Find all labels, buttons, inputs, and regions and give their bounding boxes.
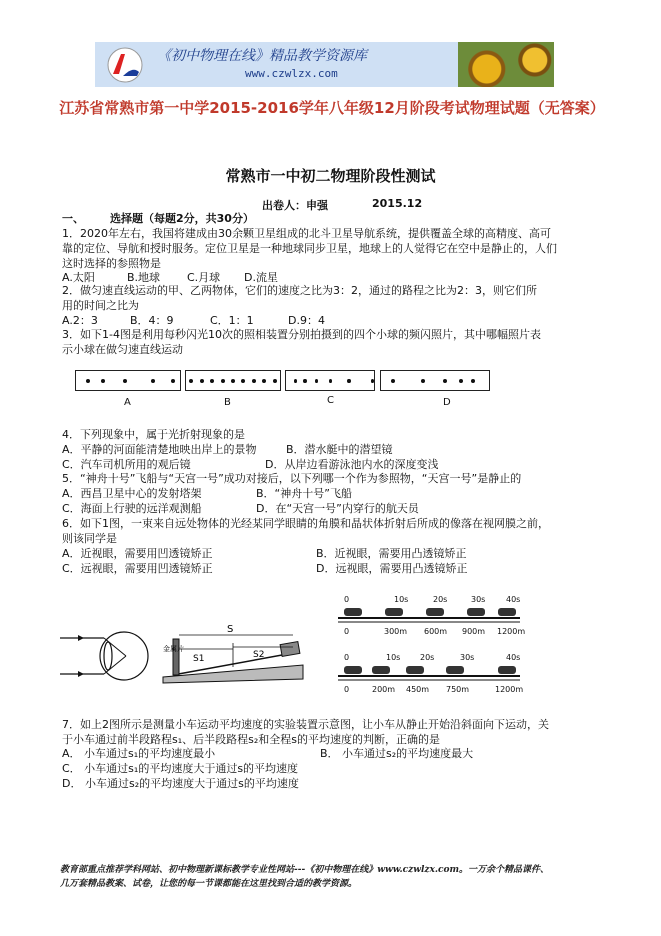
ball-dot <box>241 379 245 383</box>
eye-diagram <box>60 618 152 698</box>
label-s: S <box>227 624 234 635</box>
q6-option-c: C．远视眼，需要用凹透镜矫正 <box>62 562 213 575</box>
banner-url[interactable]: www.czwlzx.com <box>245 67 338 80</box>
paper-title: 常熟市一中初二物理阶段性测试 <box>225 167 436 185</box>
q2-option-a: A.2：3 <box>62 314 98 327</box>
ball-dot <box>231 379 235 383</box>
top-time-3: 30s <box>471 595 486 604</box>
ball-dot <box>303 379 306 383</box>
q1-line3: 这时选择的参照物是 <box>62 257 161 270</box>
q7-option-d: D． 小车通过s₂的平均速度大于通过s的平均速度 <box>62 777 299 790</box>
q2-line2: 用的时间之比为 <box>62 299 139 312</box>
strobe-photo-a <box>75 370 181 391</box>
metal-stop-label: 金属片 <box>163 645 184 653</box>
ball-dot <box>273 379 277 383</box>
q1-option-c: C.月球 <box>187 271 221 284</box>
q4-option-b: B．潜水艇中的潜望镜 <box>286 443 393 456</box>
incline-diagram <box>163 617 308 685</box>
top-dist-1: 300m <box>384 627 408 636</box>
sunflower-image <box>458 42 554 87</box>
bottom-dist-1: 200m <box>372 685 396 694</box>
q4-option-c: C．汽车司机所用的观后镜 <box>62 458 191 471</box>
strobe-label-c: C <box>327 395 334 406</box>
ball-dot <box>123 379 127 383</box>
ball-dot <box>101 379 105 383</box>
footer-line2: 几万套精品教案、试卷，让您的每一节课都能在这里找到合适的教学资源。 <box>60 879 358 889</box>
ball-dot <box>294 379 297 383</box>
bottom-time-4: 40s <box>506 653 521 662</box>
ball-dot <box>421 379 425 383</box>
ball-dot <box>200 379 204 383</box>
logo-icon <box>103 46 147 84</box>
top-time-2: 20s <box>433 595 448 604</box>
q4-option-d: D．从岸边看游泳池内水的深度变浅 <box>265 458 439 471</box>
author-line: 出卷人：申强 <box>262 199 328 212</box>
q2-line1: 2．做匀速直线运动的甲、乙两物体，它们的速度之比为3：2，通过的路程之比为2：3，则它们所 <box>62 284 537 297</box>
q4-stem: 4．下列现象中，属于光折射现象的是 <box>62 428 245 441</box>
ball-dot <box>471 379 475 383</box>
q5-option-c: C．海面上行驶的远洋观测船 <box>62 502 202 515</box>
q1-option-a: A.太阳 <box>62 271 95 284</box>
car-motion-diagram <box>330 588 526 698</box>
bottom-dist-3: 750m <box>446 685 470 694</box>
top-time-0: 0 <box>344 595 350 604</box>
bottom-dist-2: 450m <box>406 685 430 694</box>
document-heading: 江苏省常熟市第一中学2015-2016学年八年级12月阶段考试物理试题（无答案） <box>59 99 605 117</box>
ball-dot <box>252 379 256 383</box>
ball-dot <box>391 379 395 383</box>
q1-option-b: B.地球 <box>127 271 161 284</box>
ball-dot <box>443 379 447 383</box>
q1-line1: 1．2020年左右，我国将建成由30余颗卫星组成的北斗卫星导航系统，提供覆盖全球的高精度、高可 <box>62 227 551 240</box>
ball-dot <box>329 379 332 383</box>
q7-line2: 于小车通过前半段路程s₁、后半段路程s₂和全程s的平均速度的判断，正确的是 <box>62 733 441 746</box>
q4-option-a: A．平静的河面能清楚地映出岸上的景物 <box>62 443 257 456</box>
q3-line2: 示小球在做匀速直线运动 <box>62 343 183 356</box>
strobe-photo-c <box>285 370 375 391</box>
ball-dot <box>210 379 214 383</box>
top-time-4: 40s <box>506 595 521 604</box>
ball-dot <box>459 379 463 383</box>
top-dist-4: 1200m <box>497 627 526 636</box>
ball-dot <box>371 379 374 383</box>
q6-option-b: B．近视眼，需要用凸透镜矫正 <box>316 547 467 560</box>
q5-option-d: D．在“天宫一号”内穿行的航天员 <box>256 502 419 515</box>
q6-line1: 6．如下1图，一束来自远处物体的光经某同学眼睛的角膜和晶状体折射后所成的像落在视网膜之前， <box>62 517 549 530</box>
q6-line2: 则该同学是 <box>62 532 117 545</box>
section-title: 选择题（每题2分，共30分） <box>110 212 254 225</box>
banner-title: 《初中物理在线》精品教学资源库 <box>157 48 367 64</box>
ball-dot <box>151 379 155 383</box>
bottom-time-0: 0 <box>344 653 350 662</box>
label-s2: S2 <box>253 650 265 660</box>
q7-line1: 7．如上2图所示是测量小车运动平均速度的实验装置示意图，让小车从静止开始沿斜面向下运动，关 <box>62 718 549 731</box>
ball-dot <box>86 379 90 383</box>
bottom-dist-0: 0 <box>344 685 350 694</box>
strobe-label-b: B <box>224 397 231 408</box>
q6-option-a: A．近视眼，需要用凹透镜矫正 <box>62 547 213 560</box>
q7-option-b: B． 小车通过s₂的平均速度最大 <box>320 747 474 760</box>
q2-option-b: B．4：9 <box>130 314 174 327</box>
top-time-1: 10s <box>394 595 409 604</box>
ball-dot <box>221 379 225 383</box>
top-dist-0: 0 <box>344 627 350 636</box>
footer-line1: 教育部重点推荐学科网站、初中物理新课标教学专业性网站---《初中物理在线》www.czwlzx.com。一万余个精品课件、 <box>60 865 550 875</box>
top-dist-2: 600m <box>424 627 448 636</box>
ball-dot <box>189 379 193 383</box>
exam-date: 2015.12 <box>372 197 423 210</box>
q1-line2: 靠的定位、导航和授时服务。定位卫星是一种地球同步卫星，地球上的人觉得它在空中是静止的，人们 <box>62 242 557 255</box>
bottom-time-3: 30s <box>460 653 475 662</box>
q5-stem: 5．“神舟十号”飞船与“天宫一号”成功对接后，以下列哪一个作为参照物，“天宫一号”是静止的 <box>62 472 522 485</box>
ball-dot <box>315 379 318 383</box>
q7-option-a: A． 小车通过s₁的平均速度最小 <box>62 747 216 760</box>
bottom-time-1: 10s <box>386 653 401 662</box>
ball-dot <box>262 379 266 383</box>
bottom-time-2: 20s <box>420 653 435 662</box>
section-number: 一、 <box>62 212 84 225</box>
strobe-photo-b <box>185 370 281 391</box>
strobe-label-d: D <box>443 397 451 408</box>
bottom-dist-4: 1200m <box>495 685 524 694</box>
q7-option-c: C． 小车通过s₁的平均速度大于通过s的平均速度 <box>62 762 299 775</box>
q5-option-b: B．“神舟十号”飞船 <box>256 487 352 500</box>
q2-option-c: C．1：1 <box>210 314 254 327</box>
label-s1: S1 <box>193 654 205 664</box>
q2-option-d: D.9：4 <box>288 314 325 327</box>
q6-option-d: D．远视眼，需要用凸透镜矫正 <box>316 562 468 575</box>
top-dist-3: 900m <box>462 627 486 636</box>
q1-option-d: D.流星 <box>244 271 278 284</box>
ball-dot <box>347 379 350 383</box>
q3-line1: 3．如下1-4图是利用每秒闪光10次的照相装置分别拍摄到的四个小球的频闪照片，其中哪幅照片表 <box>62 328 541 341</box>
ball-dot <box>171 379 175 383</box>
header-banner <box>95 42 554 87</box>
strobe-label-a: A <box>124 397 131 408</box>
q5-option-a: A．西昌卫星中心的发射塔架 <box>62 487 202 500</box>
page-footer <box>60 863 620 891</box>
strobe-photo-d <box>380 370 490 391</box>
